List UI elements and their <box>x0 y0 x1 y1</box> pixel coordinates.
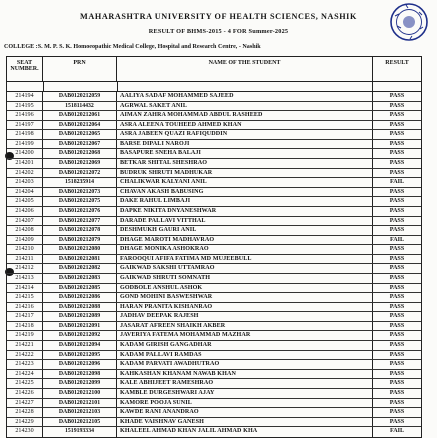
student-name-cell: JAVERIYA FATEMA MOHAMMAD MAZHAR <box>117 331 373 340</box>
student-name-cell: KADAM PARVATI AWADHUTRAO <box>117 360 373 369</box>
table-row <box>7 331 421 341</box>
table-row <box>7 207 421 217</box>
prn-cell: DAB0120212077 <box>43 217 117 226</box>
result-cell: FAIL <box>389 179 405 186</box>
table-row <box>7 178 421 188</box>
table-row <box>7 351 421 361</box>
table-row <box>7 399 421 409</box>
seat-number-cell: 214211 <box>7 255 43 264</box>
result-cell: PASS <box>389 284 405 291</box>
prn-cell: DAB0120212103 <box>43 408 117 417</box>
table-row <box>7 149 421 159</box>
prn-cell: DAB0120212083 <box>43 274 117 283</box>
prn-cell: DAB0120212069 <box>43 159 117 168</box>
prn-cell: DAB0120212085 <box>43 284 117 293</box>
student-name-cell: KAMORE POOJA SUNIL <box>117 399 373 408</box>
result-cell: PASS <box>389 93 405 99</box>
result-cell: FAIL <box>389 428 405 435</box>
prn-cell: 1519193334 <box>43 427 117 437</box>
student-name-cell: KAMBLE DURGESHWARI AJAY <box>117 389 373 398</box>
table-row <box>7 284 421 294</box>
prn-cell: DAB0120212100 <box>43 389 117 398</box>
prn-cell: DAB0120212059 <box>43 92 117 101</box>
prn-cell: DAB0120212089 <box>43 312 117 321</box>
table-row <box>7 274 421 284</box>
table-row <box>7 169 421 179</box>
seat-number-cell: 214225 <box>7 379 43 388</box>
result-cell: PASS <box>389 274 405 281</box>
university-title: MAHARASHTRA UNIVERSITY OF HEALTH SCIENCES, NASHIK <box>80 12 357 21</box>
prn-cell: DAB0120212101 <box>43 399 117 408</box>
table-row <box>7 379 421 389</box>
table-row <box>7 111 421 121</box>
seat-number-cell: 214226 <box>7 389 43 398</box>
prn-cell: DAB0120212091 <box>43 322 117 331</box>
prn-cell: DAB0120212098 <box>43 370 117 379</box>
student-name-cell: AIMAN ZAHRA MOHAMMAD ABDUL RASHEED <box>117 111 373 120</box>
table-row <box>7 245 421 255</box>
student-name-cell: DHAGE MAROTI MADHAVRAO <box>117 236 373 245</box>
table-row <box>7 130 421 140</box>
result-cell: PASS <box>389 207 405 214</box>
student-name-cell: ASRA JABEEN QUAZI RAFIQUDDIN <box>117 130 373 139</box>
table-row <box>7 293 421 303</box>
student-name-cell: KAHKASHAN KHANAM NAWAB KHAN <box>117 370 373 379</box>
result-cell: PASS <box>389 112 405 119</box>
result-cell: PASS <box>389 121 405 128</box>
seat-number-cell: 214198 <box>7 130 43 139</box>
seat-number-cell: 214218 <box>7 322 43 331</box>
result-cell: PASS <box>389 370 405 377</box>
result-cell: PASS <box>389 418 405 425</box>
seat-number-cell: 214216 <box>7 303 43 312</box>
result-cell: PASS <box>389 140 405 147</box>
student-name-cell: GAIKWAD SHRUTI SOMNATH <box>117 274 373 283</box>
student-name-cell: KALE ABHIJEET RAMESHRAO <box>117 379 373 388</box>
result-cell: PASS <box>389 332 405 339</box>
header-student-name: NAME OF THE STUDENT <box>117 57 373 81</box>
seat-number-cell: 214206 <box>7 207 43 216</box>
prn-cell: DAB0120212068 <box>43 149 117 158</box>
table-row <box>7 255 421 265</box>
student-name-cell: DHAGE MONIKA ASHOKRAO <box>117 245 373 254</box>
seat-number-cell: 214221 <box>7 341 43 350</box>
student-name-cell: DAPKE NIKITA DNYANESHWAR <box>117 207 373 216</box>
prn-cell: DAB0120212080 <box>43 245 117 254</box>
table-row <box>7 264 421 274</box>
seat-number-cell: 214209 <box>7 236 43 245</box>
seat-number-cell: 214201 <box>7 159 43 168</box>
table-row <box>7 217 421 227</box>
table-row <box>7 312 421 322</box>
prn-cell: DAB0120212073 <box>43 188 117 197</box>
seat-number-cell: 214208 <box>7 226 43 235</box>
result-cell: PASS <box>389 303 405 310</box>
table-row <box>7 360 421 370</box>
header-spacer-row <box>7 82 421 92</box>
prn-cell: DAB0120212079 <box>43 236 117 245</box>
result-cell: PASS <box>389 217 405 224</box>
student-name-cell: GODBOLE ANSHUL ASHOK <box>117 284 373 293</box>
prn-cell: DAB0120212078 <box>43 226 117 235</box>
student-name-cell: JADHAV DEEPAK RAJESH <box>117 312 373 321</box>
prn-cell: DAB0120212082 <box>43 264 117 273</box>
result-cell: PASS <box>389 351 405 358</box>
student-name-cell: DESHMUKH GAURI ANIL <box>117 226 373 235</box>
seat-number-cell: 214219 <box>7 331 43 340</box>
result-cell: PASS <box>389 150 405 157</box>
table-row <box>7 389 421 399</box>
seat-number-cell: 214202 <box>7 169 43 178</box>
prn-cell: DAB0120212086 <box>43 293 117 302</box>
student-name-cell: AALIYA SADAF MOHAMMED SAJEED <box>117 92 373 101</box>
seat-number-cell: 214203 <box>7 178 43 187</box>
result-cell: PASS <box>389 246 405 253</box>
student-name-cell: FAROOQUI AFIFA FATIMA MD MUJEEBULL <box>117 255 373 264</box>
result-cell: PASS <box>389 131 405 138</box>
seat-number-cell: 214213 <box>7 274 43 283</box>
seat-number-cell: 214222 <box>7 351 43 360</box>
seat-number-cell: 214207 <box>7 217 43 226</box>
table-row <box>7 303 421 313</box>
seat-number-cell: 214229 <box>7 418 43 427</box>
table-row <box>7 121 421 131</box>
student-name-cell: KADAM PALLAVI RAMDAS <box>117 351 373 360</box>
seat-number-cell: 214230 <box>7 427 43 437</box>
result-cell: PASS <box>389 399 405 406</box>
result-cell: PASS <box>389 265 405 272</box>
header-result: RESULT <box>385 60 409 66</box>
prn-cell: DAB0120212096 <box>43 360 117 369</box>
result-cell: PASS <box>389 198 405 205</box>
seat-number-cell: 214205 <box>7 197 43 206</box>
table-row <box>7 427 421 437</box>
header-prn: PRN <box>43 57 117 81</box>
seat-number-cell: 214199 <box>7 140 43 149</box>
student-name-cell: CHALIKWAR KALYANI ANIL <box>117 178 373 187</box>
result-cell: PASS <box>389 313 405 320</box>
result-cell: PASS <box>389 322 405 329</box>
result-title: RESULT OF BHMS-2015 - 4 FOR Summer-2025 <box>148 28 289 35</box>
table-row <box>7 197 421 207</box>
result-cell: PASS <box>389 188 405 195</box>
result-cell: PASS <box>389 227 405 234</box>
results-table <box>6 56 422 438</box>
table-row <box>7 102 421 112</box>
seat-number-cell: 214195 <box>7 102 43 111</box>
table-row <box>7 92 421 102</box>
seat-number-cell: 214224 <box>7 370 43 379</box>
student-name-cell: DARADE PALLAVI VITTHAL <box>117 217 373 226</box>
prn-cell: DAB0120212105 <box>43 418 117 427</box>
seat-number-cell: 214210 <box>7 245 43 254</box>
student-name-cell: DAKE RAHUL LIMBAJI <box>117 197 373 206</box>
table-row <box>7 418 421 428</box>
prn-cell: DAB0120212075 <box>43 197 117 206</box>
student-name-cell: BUDRUK SHRUTI MADHUKAR <box>117 169 373 178</box>
prn-cell: DAB0120212088 <box>43 303 117 312</box>
table-row <box>7 341 421 351</box>
student-name-cell: GAIKWAD SAKSHI UTTAMRAO <box>117 264 373 273</box>
student-name-cell: KAWDE RANI ANANDRAO <box>117 408 373 417</box>
college-name: COLLEGE :S. M. P. S. K. Homoeopathic Medical College, Hospital and Research Centre, - Nashik <box>4 44 261 50</box>
university-seal-stamp <box>389 2 429 42</box>
table-header <box>7 57 421 82</box>
student-name-cell: KHADE VAISHNAV GANESH <box>117 418 373 427</box>
prn-cell: DAB0120212064 <box>43 121 117 130</box>
table-row <box>7 226 421 236</box>
seat-number-cell: 214215 <box>7 293 43 302</box>
student-name-cell: JASARAT AFREEN SHAIKH AKBER <box>117 322 373 331</box>
student-name-cell: BARSE DIPALI NAROJI <box>117 140 373 149</box>
result-cell: PASS <box>389 380 405 387</box>
prn-cell: DAB0120212065 <box>43 130 117 139</box>
result-cell: FAIL <box>389 236 405 243</box>
seat-number-cell: 214204 <box>7 188 43 197</box>
student-name-cell: BETKAR SHITAL SHESHRAO <box>117 159 373 168</box>
seat-number-cell: 214227 <box>7 399 43 408</box>
student-name-cell: AGRWAL SAKET ANIL <box>117 102 373 111</box>
seat-number-cell: 214197 <box>7 121 43 130</box>
prn-cell: DAB0120212081 <box>43 255 117 264</box>
seat-number-cell: 214223 <box>7 360 43 369</box>
table-row <box>7 370 421 380</box>
prn-cell: DAB0120212092 <box>43 331 117 340</box>
result-cell: PASS <box>389 102 405 109</box>
student-name-cell: BASAPURE SNEHA BALAJI <box>117 149 373 158</box>
seat-number-cell: 214200 <box>7 149 43 158</box>
student-name-cell: KHALEEL AHMAD KHAN JALIL AHMAD KHA <box>117 427 373 437</box>
header-seat-number: SEAT NUMBER. <box>7 57 43 81</box>
prn-cell: DAB0120212067 <box>43 140 117 149</box>
table-row <box>7 140 421 150</box>
student-name-cell: GOND MOHINI BASWESHWAR <box>117 293 373 302</box>
table-row <box>7 322 421 332</box>
seat-number-cell: 214214 <box>7 284 43 293</box>
prn-cell: DAB0120212061 <box>43 111 117 120</box>
student-name-cell: CHAVAN AKASH BABUSING <box>117 188 373 197</box>
prn-cell: 1518114432 <box>43 102 117 111</box>
prn-cell: DAB0120212076 <box>43 207 117 216</box>
prn-cell: DAB0120212099 <box>43 379 117 388</box>
table-body <box>7 92 421 437</box>
result-cell: PASS <box>389 294 405 301</box>
seat-number-cell: 214194 <box>7 92 43 101</box>
result-cell: PASS <box>389 389 405 396</box>
seat-number-cell: 214228 <box>7 408 43 417</box>
table-row <box>7 159 421 169</box>
prn-cell: DAB0120212072 <box>43 169 117 178</box>
table-row <box>7 236 421 246</box>
result-cell: PASS <box>389 342 405 349</box>
student-name-cell: KADAM GIRISH GANGADHAR <box>117 341 373 350</box>
prn-cell: DAB0120212095 <box>43 351 117 360</box>
student-name-cell: HARAN PRANITA KISHANRAO <box>117 303 373 312</box>
result-cell: PASS <box>389 361 405 368</box>
prn-cell: 1518235914 <box>43 178 117 187</box>
result-cell: PASS <box>389 255 405 262</box>
student-name-cell: ASRA ALEENA TOUHEED AHMED KHAN <box>117 121 373 130</box>
seat-number-cell: 214212 <box>7 264 43 273</box>
result-cell: PASS <box>389 409 405 416</box>
table-row <box>7 188 421 198</box>
result-cell: PASS <box>389 169 405 176</box>
seat-number-cell: 214196 <box>7 111 43 120</box>
prn-cell: DAB0120212094 <box>43 341 117 350</box>
table-row <box>7 408 421 418</box>
seat-number-cell: 214217 <box>7 312 43 321</box>
result-cell: PASS <box>389 160 405 167</box>
